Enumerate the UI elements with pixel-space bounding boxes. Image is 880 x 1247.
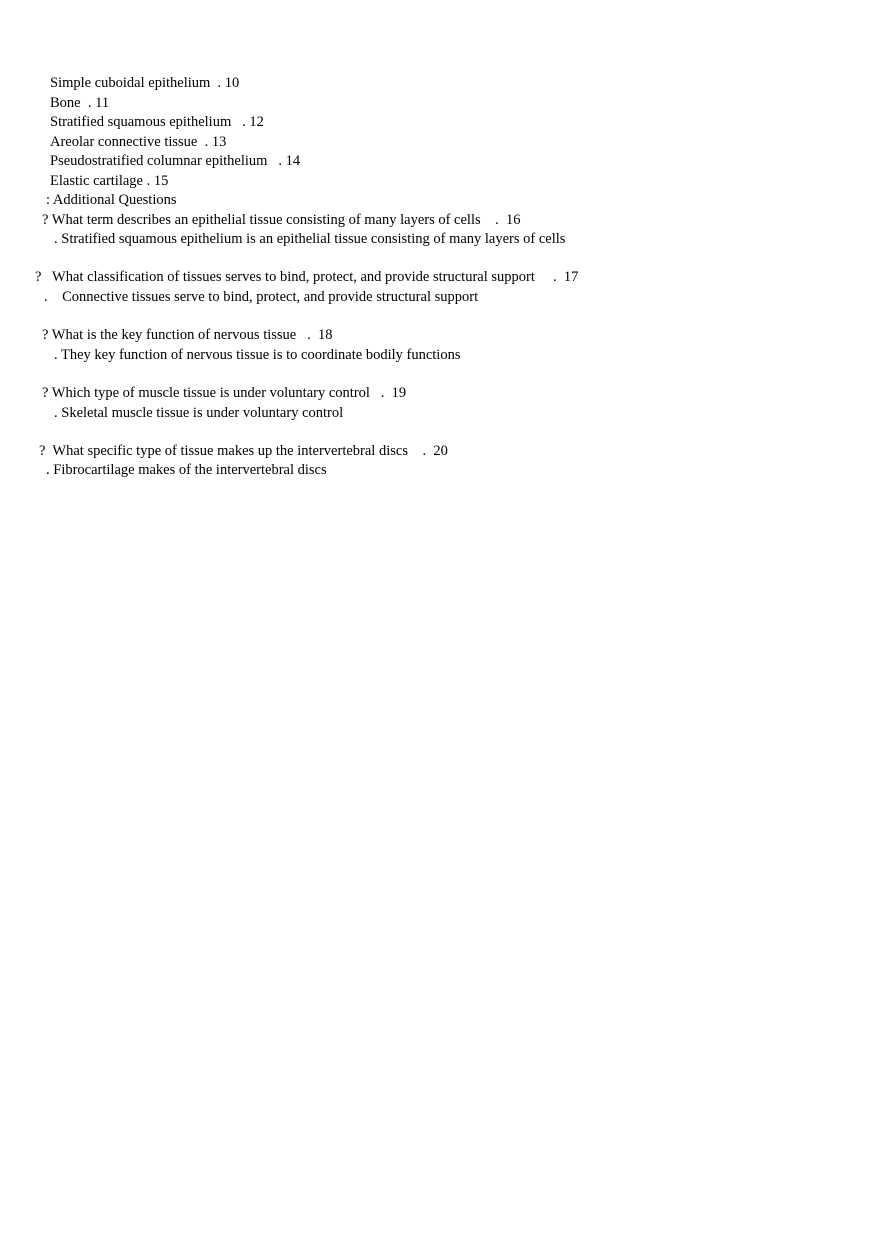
list-item-11: Bone . 11 <box>50 95 110 111</box>
question-17: ? What classification of tissues serves to bind, protect, and provide structural support . 17 <box>35 269 579 285</box>
answer-19: . Skeletal muscle tissue is under voluntary control <box>54 405 344 421</box>
list-item-10: Simple cuboidal epithelium . 10 <box>50 75 240 91</box>
answer-17: . Connective tissues serve to bind, protect, and provide structural support <box>44 289 479 305</box>
list-item-15: Elastic cartilage . 15 <box>50 173 169 189</box>
list-item-14: Pseudostratified columnar epithelium . 14 <box>50 153 301 169</box>
list-item-13: Areolar connective tissue . 13 <box>50 134 227 150</box>
section-heading: : Additional Questions <box>46 192 177 208</box>
list-item-12: Stratified squamous epithelium . 12 <box>50 114 264 130</box>
question-20: ? What specific type of tissue makes up the intervertebral discs . 20 <box>39 443 448 459</box>
question-16: ? What term describes an epithelial tissue consisting of many layers of cells . 16 <box>42 212 521 228</box>
question-18: ? What is the key function of nervous tissue . 18 <box>42 327 333 343</box>
question-19: ? Which type of muscle tissue is under voluntary control . 19 <box>42 385 407 401</box>
answer-16: . Stratified squamous epithelium is an epithelial tissue consisting of many layers of cells <box>54 231 566 247</box>
answer-18: . They key function of nervous tissue is to coordinate bodily functions <box>54 347 461 363</box>
answer-20: . Fibrocartilage makes of the intervertebral discs <box>46 462 327 478</box>
